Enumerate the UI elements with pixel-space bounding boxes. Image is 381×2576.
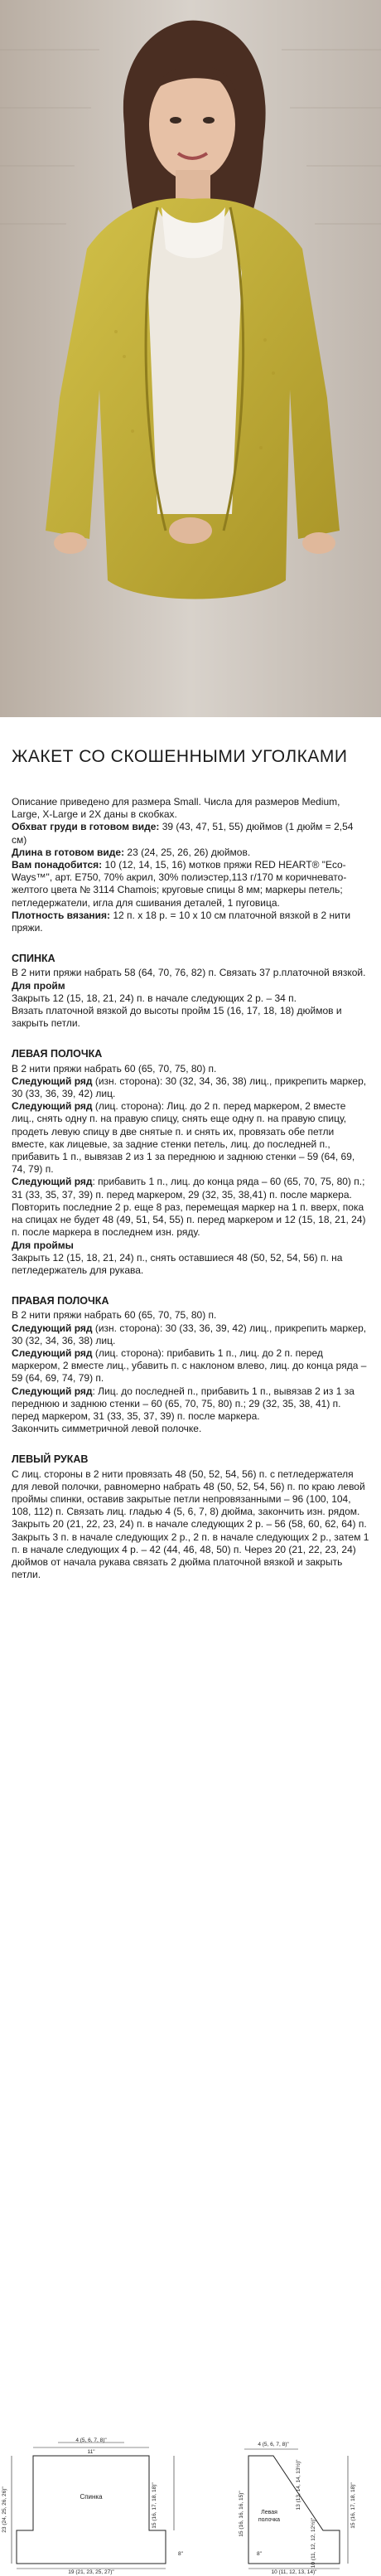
back-finish: Вязать платочной вязкой до высоты пройм 15 (16, 17, 18, 18) дюймов и закрыть петли. — [12, 1005, 342, 1030]
front-right-dim: 15 (16, 17, 18, 18)" — [350, 2482, 356, 2529]
back-cast-on: В 2 нити пряжи набрать 58 (64, 70, 76, 82) п. Связать 37 р.платочной вязкой. — [12, 967, 366, 979]
materials-label: Вам понадобится: — [12, 859, 103, 871]
right-front-heading: ПРАВАЯ ПОЛОЧКА — [12, 1295, 109, 1307]
schematic-diagrams — [2, 2438, 373, 2575]
left-sleeve-heading: ЛЕВЫЙ РУКАВ — [12, 1453, 89, 1466]
gauge-value: 12 п. х 18 р. = 10 х 10 см платочной вязкой в 2 нити пряжи. — [12, 909, 351, 934]
front-mid-dim: 13 (13, 14, 14, 13½)" — [296, 2459, 301, 2511]
back-width-dim: 11" — [87, 2449, 95, 2455]
right-front-finish: Закончить симметричной левой полочке. — [12, 1423, 202, 1435]
back-low-dim: 8" — [178, 2551, 183, 2557]
left-front-cast-on: В 2 нити пряжи набрать 60 (65, 70, 75, 80) п. — [12, 1062, 217, 1075]
front-inner-dim: 10 (11, 12, 12, 12½)" — [311, 2517, 316, 2569]
front-low-dim: 8" — [257, 2551, 262, 2557]
materials-value: 10 (12, 14, 15, 16) мотков пряжи RED HEART® "Eco-Ways™", арт. E750, 70% акрил, 30% полиэстер,113 г/170 м коричневато-желтого цвета № 3114 Chamois; круговые спицы 8 мм; маркеры петель; петледержатели, игла для сшивания деталей, 1 пуговица. — [12, 859, 347, 909]
gauge-label: Плотность вязания: — [12, 909, 111, 921]
front-bottom-dim: 10 (11, 12, 13, 14)" — [271, 2569, 317, 2575]
front-label-line2: полочка — [258, 2517, 281, 2523]
front-label-line1: Левая — [261, 2510, 277, 2515]
bust-value: 39 (43, 47, 51, 55) дюймов (1 дюйм = 2,54 см) — [12, 821, 354, 846]
back-armhole-subheading: Для пройм — [12, 979, 65, 992]
back-outline — [17, 2456, 166, 2564]
gauge — [12, 910, 369, 934]
back-right-dim: 15 (16, 17, 18, 18)" — [152, 2482, 157, 2529]
right-front-row-1: Следующий ряд (изн. сторона): 30 (33, 36, 39, 42) лиц., прикрепить маркер, 30 (32, 34, 36, 38) лиц. — [12, 1322, 367, 1346]
model-photo — [0, 0, 381, 717]
left-front-heading: ЛЕВАЯ ПОЛОЧКА — [12, 1048, 103, 1060]
right-front-row-2: Следующий ряд (лиц. сторона): прибавить 1 п., лиц. до 2 п. перед маркером, 2 вместе лиц., убавить п. с наклоном влево, лиц. до конца ряда – 59 (64, 69, 74, 79) п. — [12, 1346, 367, 1385]
pattern-title: ЖАКЕТ СО СКОШЕННЫМИ УГОЛКАМИ — [12, 747, 348, 766]
back-top-dim: 4 (5, 6, 7, 8)" — [75, 2438, 107, 2443]
left-front-row-3: Следующий ряд: прибавить 1 п., лиц. до конца ряда – 60 (65, 70, 75, 80) п.; 31 (33, 35, 37, 39) п. перед маркером, 29 (32, 35, 38,41) п. после маркера. — [12, 1176, 365, 1201]
left-sleeve-instructions: С лиц. стороны в 2 нити провязать 48 (50, 52, 54, 56) п. с петледержателя для левой полочки, равномерно набрать 48 (50, 52, 54, 56) п. по краю левой проймы спинки, оставив закрытые петли непровязанными – 96 (100, 104, 108, 112) п. Связать лиц. гладью 4 (5, 6, 7, 8) дюйма, закончить изн. рядом. Закрыть 20 (21, 22, 23, 24) п. в начале следующих 2 р. – 56 (58, 60, 62, 64) п. Закрыть 3 п. в начале следующих 2 р., 2 п. в начале следующих 2 р., затем 1 п. в начале следующих 4 р. – 42 (44, 46, 48, 50) п. Через 20 (21, 22, 23, 24) дюймов от начала рукава связать 2 дюйма платочной вязкой и закрыть петли. — [12, 1467, 369, 1581]
bust-label: Обхват груди в готовом виде: — [12, 821, 160, 833]
back-label: Спинка — [80, 2493, 103, 2501]
materials — [12, 859, 369, 910]
left-front-armhole: Закрыть 12 (15, 18, 21, 24) п., снять оставшиеся 48 (50, 52, 54, 56) п. на петледержатель для рукава. — [12, 1251, 343, 1276]
right-front-cast-on: В 2 нити пряжи набрать 60 (65, 70, 75, 80) п. — [12, 1309, 217, 1322]
back-left-dim: 23 (24, 25, 26, 26)" — [2, 2486, 7, 2533]
length-label: Длина в готовом виде: — [12, 846, 125, 858]
length-value: 23 (24, 25, 26, 26) дюймов. — [124, 846, 251, 858]
left-front-armhole-subheading: Для проймы — [12, 1239, 74, 1251]
pattern-document — [12, 746, 369, 1581]
left-front-repeat: Повторить последние 2 р. еще 8 раз, перемещая маркер на 1 п. вверх, пока на спицах не будет 48 (49, 51, 54, 55) п. перед маркером и 12 (15, 18, 21, 24) п. после маркера в последнем изн. ряду. — [12, 1201, 366, 1239]
back-armhole-bind: Закрыть 12 (15, 18, 21, 24) п. в начале следующих 2 р. – 34 п. — [12, 992, 297, 1004]
back-heading: СПИНКА — [12, 953, 55, 965]
size-description: Описание приведено для размера Small. Числа для размеров Medium, Large, X-Large и 2X даны в скобках. — [12, 796, 340, 821]
back-bottom-dim: 19 (21, 23, 25, 27)" — [68, 2569, 114, 2575]
left-front-row-2: Следующий ряд (лиц. сторона): Лиц. до 2 п. перед маркером, 2 вместе лиц., снять одну п. на правую спицу, снять еще одну п. на правую спицу, продеть левую спицу в две снятые п. и снять их, провязать обе петли вместе, как лицевые, за задние стенки петель, лиц. до последней п., прибавить 1 п., вывязав 2 из 1 за переднюю и заднюю стенки – 59 (64, 69, 74, 79) п. — [12, 1100, 355, 1176]
front-slant-dim: 15 (16, 16, 16, 15)" — [239, 2491, 244, 2537]
length-measurement — [12, 847, 369, 859]
bust-measurement — [12, 821, 369, 846]
left-front-row-1: Следующий ряд (изн. сторона): 30 (32, 34, 36, 38) лиц., прикрепить маркер, 30 (33, 36, 39, 42) лиц. — [12, 1075, 367, 1100]
front-top-dim: 4 (5, 6, 7, 8)" — [258, 2442, 289, 2447]
right-front-row-3: Следующий ряд: Лиц. до последней п., прибавить 1 п., вывязав 2 из 1 за переднюю и заднюю стенки – 60 (65, 70, 75, 80) п.; 29 (32, 35, 38, 41) п. перед маркером, 31 (33, 35, 37, 39) п. после маркера. — [12, 1385, 354, 1422]
